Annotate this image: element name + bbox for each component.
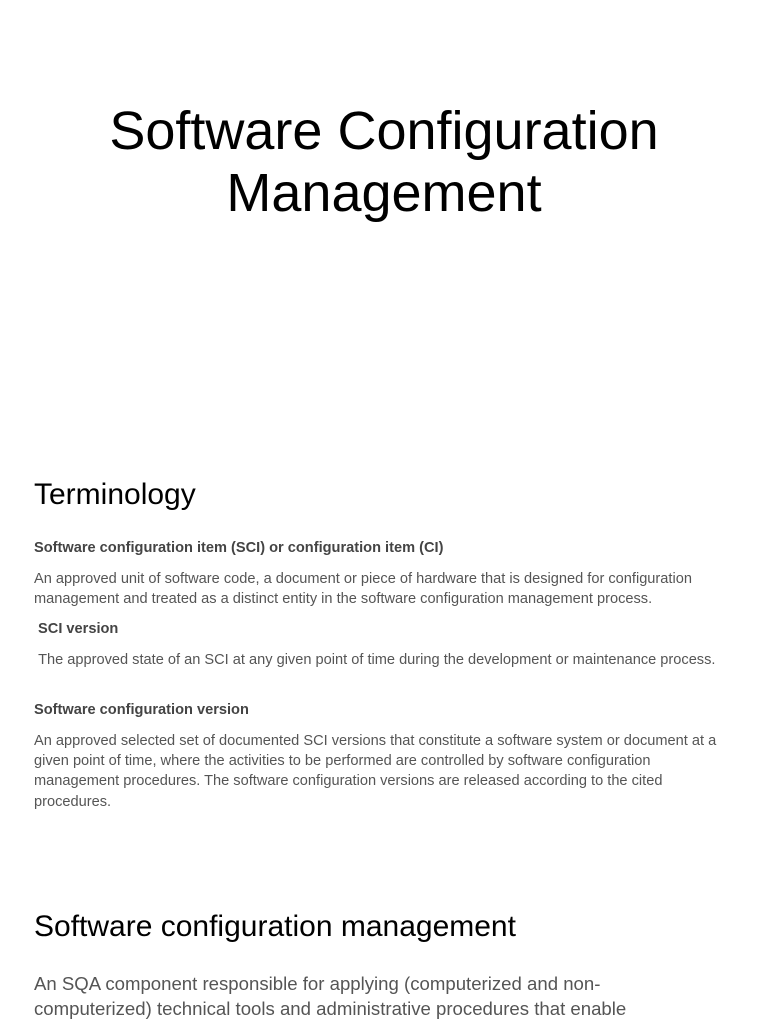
terminology-heading: Terminology (34, 478, 196, 511)
slide-title (0, 100, 768, 224)
title-line-2: Management (226, 163, 542, 223)
scm-heading: Software configuration management (34, 910, 516, 943)
term-software-configuration-version: Software configuration version (34, 702, 249, 718)
title-line-1: Software Configuration (109, 101, 659, 161)
title-slide (0, 0, 768, 430)
definition-software-configuration-version: An approved selected set of documented SCI versions that constitute a software system or document at a given point of time, where the activities to be performed are controlled by software configuration management procedures. The software configuration versions are released according to the cited procedures. (34, 733, 717, 810)
term-sci-version: SCI version (34, 621, 119, 637)
scm-body-text: An SQA component responsible for applying (computerized and non-computerized) technical tools and administrative procedures that enable (34, 973, 627, 1019)
term-sci: Software configuration item (SCI) or configuration item (CI) (34, 540, 444, 556)
definition-sci-version: The approved state of an SCI at any given point of time during the development or maintenance process. (34, 652, 716, 668)
definition-sci: An approved unit of software code, a document or piece of hardware that is designed for configuration management and treated as a distinct entity in the software configuration management process. (34, 571, 692, 608)
